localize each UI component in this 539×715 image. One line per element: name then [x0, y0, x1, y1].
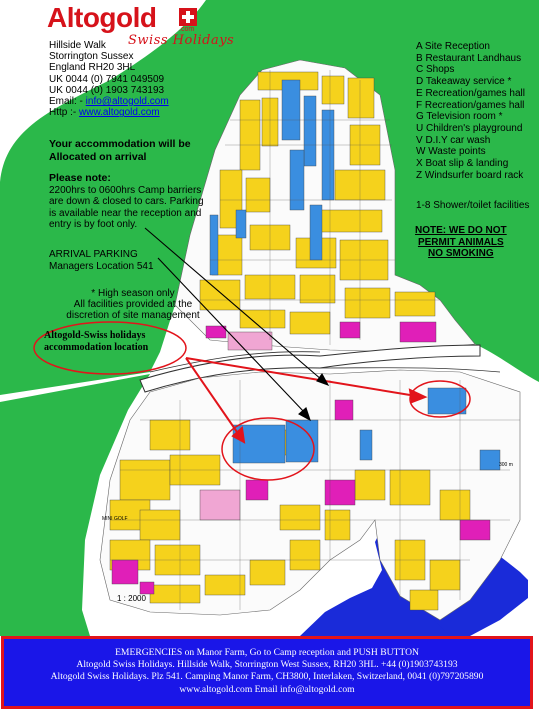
- accommodation-location-label: Altogold-Swiss holidays accommodation location: [44, 330, 149, 353]
- season-note: * High season only All facilities provided at the discretion of site management: [66, 288, 200, 321]
- legend-item: Z Windsurfer board rack: [416, 169, 524, 181]
- phone-line: UK 0044 (0) 1903 743193: [49, 84, 165, 96]
- address-line: Hillside Walk: [49, 40, 106, 51]
- please-note: Please note: 2200hrs to 0600hrs Camp barriers are down & closed to cars. Parking is available near the reception and entry is by foot only.: [49, 172, 204, 230]
- legend-item: U Children's playground: [416, 122, 523, 134]
- arrival-parking: ARRIVAL PARKING Managers Location 541: [49, 249, 154, 272]
- emergency-footer: [1, 636, 533, 709]
- email-line: Email: - info@altogold.com: [49, 96, 169, 108]
- website-link[interactable]: www.altogold.com: [79, 107, 160, 119]
- please-note-heading: Please note:: [49, 172, 111, 184]
- email-link[interactable]: info@altogold.com: [85, 96, 169, 108]
- mini-golf-label: MINI GOLF: [102, 516, 128, 522]
- footer-line: Altogold Swiss Holidays. Plz 541. Camping Manor Farm, CH3800, Interlaken, Switzerland, 0041 (0)797205890: [50, 671, 484, 683]
- animals-notice: NOTE: WE DO NOT PERMIT ANIMALS NO SMOKING: [415, 225, 507, 259]
- legend-item: E Recreation/games hall: [416, 87, 525, 99]
- swiss-flag-icon: [179, 8, 197, 26]
- web-line: Http :- www.altogold.com: [49, 107, 160, 119]
- phone-line: UK 0044 (0) 7941 049509: [49, 73, 165, 85]
- legend-item: V D.I.Y car wash: [416, 134, 491, 146]
- allocation-notice: Your accommodation will be Allocated on arrival: [49, 138, 191, 163]
- address-line: England RH20 3HL: [49, 62, 136, 74]
- showers-note: 1-8 Shower/toilet facilities: [416, 200, 530, 211]
- legend-item: X Boat slip & landing: [416, 158, 509, 170]
- legend-item: B Restaurant Landhaus: [416, 52, 522, 64]
- footer-line: www.altogold.com Email info@altogold.com: [179, 683, 355, 695]
- address-block: [49, 40, 169, 118]
- legend-item: F Recreation/games hall: [416, 99, 525, 111]
- logo-wordmark: Altogold: [47, 2, 157, 33]
- logo-tagline: Swiss Holidays: [128, 33, 235, 48]
- logo-domain: .com: [179, 26, 195, 33]
- address-line: Storrington Sussex: [49, 51, 134, 63]
- map-legend: [416, 41, 525, 181]
- legend-item: C Shops: [416, 64, 455, 76]
- legend-item: W Waste points: [416, 146, 486, 158]
- footer-line: EMERGENCIES on Manor Farm, Go to Camp reception and PUSH BUTTON: [115, 647, 419, 658]
- footer-line: Altogold Swiss Holidays. Hillside Walk, Storrington West Sussex, RH20 3HL. +44 (0)1903743193: [76, 659, 458, 671]
- legend-item: D Takeaway service *: [416, 76, 512, 88]
- stream-distance-label: 300 m: [499, 462, 513, 468]
- map-scale: 1 : 2000: [117, 594, 146, 603]
- legend-item: A Site Reception: [416, 41, 490, 52]
- legend-item: G Television room *: [416, 111, 503, 123]
